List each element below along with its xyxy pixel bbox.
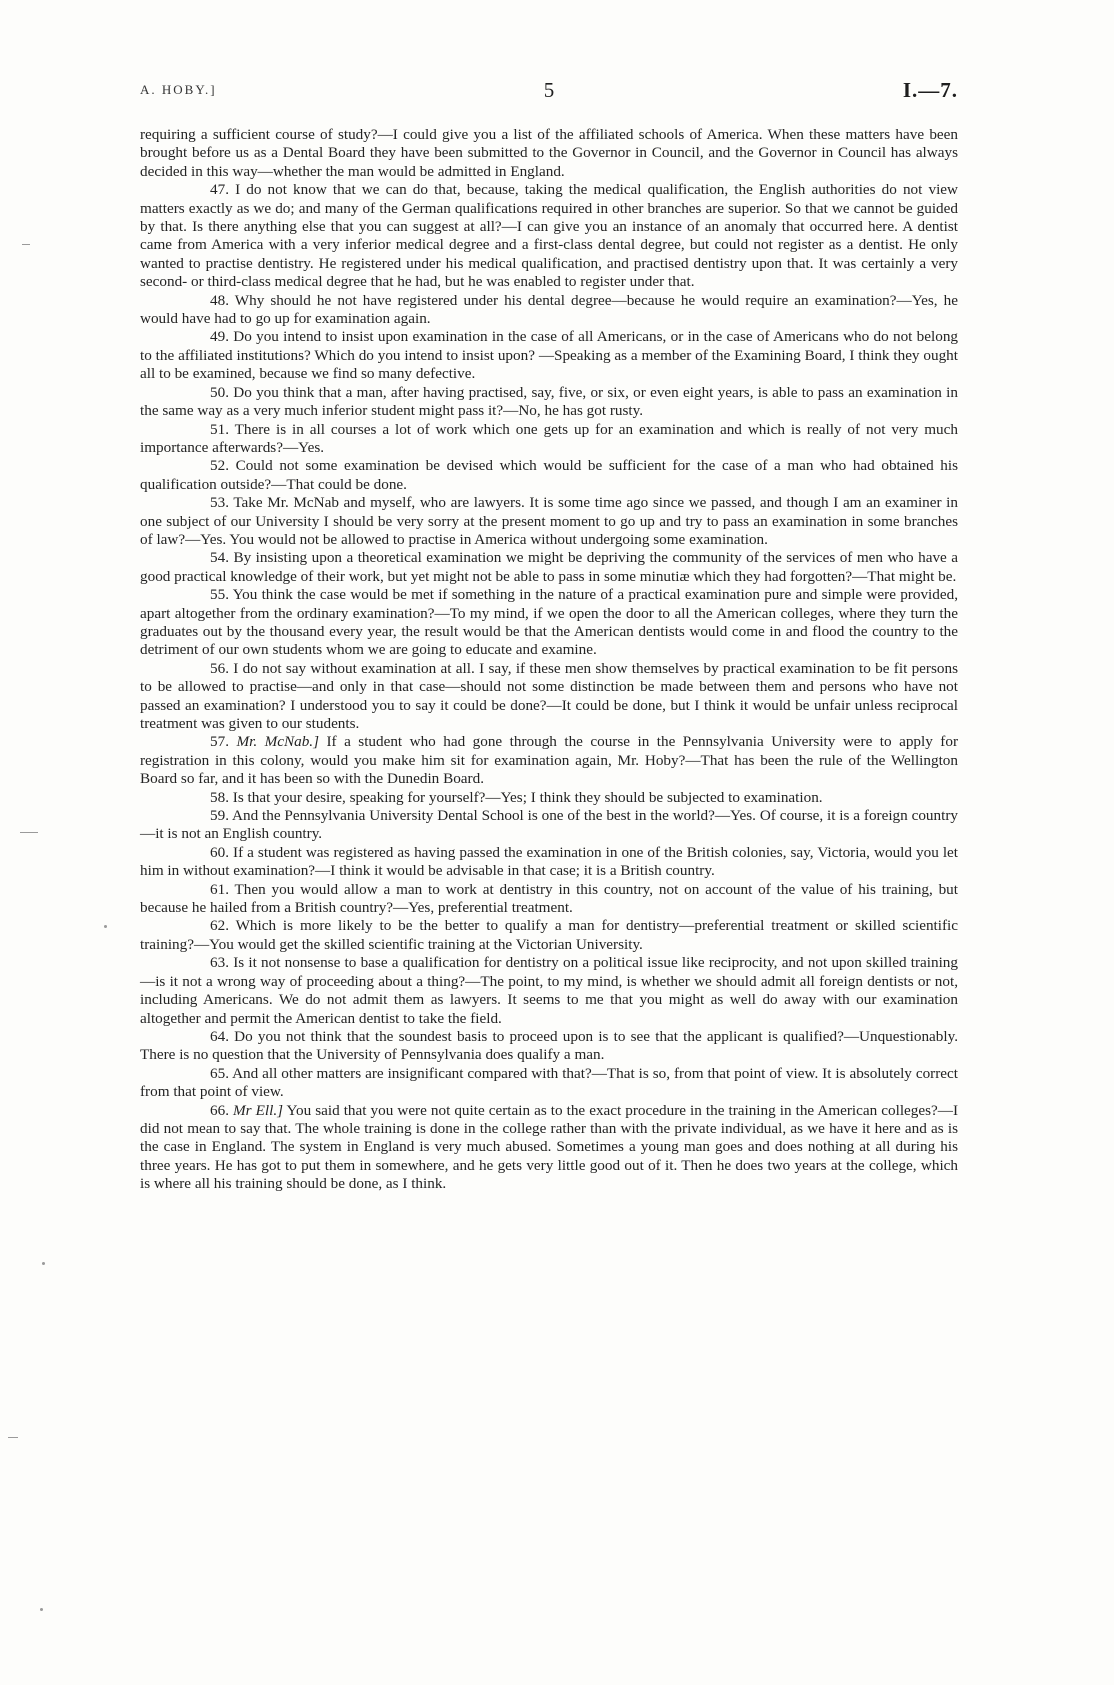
speaker-name: Mr. McNab.] (236, 733, 320, 751)
question-text: If a student who had gone through the course in the Pennsylvania University were to apply for registration in this colony, would you make him sit for examination again, Mr. Hoby?—That has been the rule of the Wellington Board so far, and it has been so with the Dunedin Board. (140, 733, 958, 788)
question-55: 55. You think the case would be met if something in the nature of a practical examination pure and simple were provided, apart altogether from the ordinary examination?—To my mind, if we open the door to all the American colleges, where they turn the graduates out by the thousand every year, the result would be that the American dentists would come in and flood the country to the detriment of our own students whom we are going to educate and examine. (140, 586, 958, 659)
page-header (140, 78, 958, 106)
question-50: 50. Do you think that a man, after having practised, say, five, or six, or even eight years, is able to pass an examination in the same way as a very much inferior student might pass it?—No, he has got rusty. (140, 383, 958, 420)
body-text (140, 126, 958, 1194)
question-54: 54. By insisting upon a theoretical examination we might be depriving the community of the services of men who have a good practical knowledge of their work, but yet might not be able to pass in some minutiæ which they had forgotten?—That might be. (140, 549, 958, 585)
intro-paragraph: requiring a sufficient course of study?—I could give you a list of the affiliated schools of America. When these matters have been brought before us as a Dental Board they have been submitted to the Governor in Council, and the Governor in Council has always decided in this way—whether the man would be admitted in England. (140, 126, 958, 180)
scan-mark (42, 1262, 45, 1265)
question-59: 59. And the Pennsylvania University Dental School is one of the best in the world?—Yes. Of course, it is a foreign country—it is not an English country. (140, 807, 958, 843)
scan-mark (22, 244, 30, 245)
question-48: 48. Why should he not have registered under his dental degree—because he would require an examination?—Yes, he would have had to go up for examination again. (140, 291, 958, 328)
question-60: 60. If a student was registered as having passed the examination in one of the British colonies, say, Victoria, would you let him in without examination?—I think it would be advisable in that case; it is a British country. (140, 843, 958, 880)
question-53: 53. Take Mr. McNab and myself, who are lawyers. It is some time ago since we passed, and though I am an examiner in one subject of our University I should be very sorry at the present moment to go up and try to pass an examination in some branches of law?—Yes. You would not be allowed to practise in America without undergoing some examination. (140, 494, 958, 548)
scan-mark (8, 1437, 18, 1438)
question-number: 66. (210, 1101, 229, 1119)
question-number: 57. (210, 733, 229, 751)
question-57 (140, 733, 958, 788)
question-65: 65. And all other matters are insignificant compared with that?—That is so, from that point of view. It is absolutely correct from that point of view. (140, 1064, 958, 1101)
question-52: 52. Could not some examination be devised which would be sufficient for the case of a man who had obtained his qualification outside?—That could be done. (140, 457, 958, 493)
question-64: 64. Do you not think that the soundest basis to proceed upon is to see that the applicant is qualified?—Unquestionably. There is no question that the University of Pennsylvania does qualify a man. (140, 1027, 958, 1064)
question-61: 61. Then you would allow a man to work at dentistry in this country, not on account of the value of his training, but because he hailed from a British country?—Yes, preferential treatment. (140, 880, 958, 917)
scan-mark (104, 925, 107, 928)
scan-mark (40, 1608, 43, 1611)
question-63: 63. Is it not nonsense to base a qualification for dentistry on a political issue like reciprocity, and not upon skilled training—is it not a wrong way of proceeding about a thing?—The point, to my mind, is whether we should admit all foreign dentists or not, including Americans. We do not admit them as lawyers. It seems to me that you might as well do away with our examination altogether and permit the American dentist to take the field. (140, 954, 958, 1027)
question-58: 58. Is that your desire, speaking for yourself?—Yes; I think they should be subjected to examination. (210, 788, 823, 806)
question-62: 62. Which is more likely to be the better to qualify a man for dentistry—preferential treatment or skilled scientific training?—You would get the skilled scientific training at the Victorian University. (140, 917, 958, 953)
scan-mark (20, 832, 38, 833)
question-51: 51. There is in all courses a lot of work which one gets up for an examination and which is really of not very much importance afterwards?—Yes. (140, 420, 958, 456)
question-47: 47. I do not know that we can do that, because, taking the medical qualification, the English authorities do not view matters exactly as we do; and many of the German qualifications required in other branches are superior. So that we cannot be guided by that. Is there anything else that you can suggest at all?—I can give you an instance of an anomaly that occurred here. A dentist came from America with a very inferior medical degree and a first-class dental degree, but could not register as a dentist. He only wanted to practise dentistry. He registered under his medical qualification, and practised dentistry upon that. It was certainly a very second- or third-class medical degree that he had, but he was enabled to register under that. (140, 181, 958, 291)
running-head: A. HOBY.] (140, 82, 217, 97)
paper-reference: I.—7. (902, 78, 958, 102)
page-number: 5 (543, 78, 555, 102)
question-66 (140, 1102, 958, 1194)
question-text: You said that you were not quite certain as to the exact procedure in the training in the American colleges?—I did not mean to say that. The whole training is done in the college rather than with the private individual, as we have it here and as is the case in England. The system in England is very much abused. Sometimes a young man goes and does nothing at all during his three years. He has got to put them in somewhere, and he gets very little good out of it. Then he does two years at the college, which is where all his training should be done, as I think. (140, 1101, 959, 1193)
question-56: 56. I do not say without examination at all. I say, if these men show themselves by practical examination to be fit persons to be allowed to practise—and only in that case—should not some distinction be made between them and persons who have not passed an examination? I understood you to say it could be done?—It could be done, but I think it would be unfair unless reciprocal treatment was given to our students. (140, 659, 958, 732)
speaker-name: Mr Ell.] (233, 1101, 284, 1119)
question-49: 49. Do you intend to insist upon examination in the case of all Americans, or in the case of Americans who do not belong to the affiliated institutions? Which do you intend to insist upon? —Speaking as a member of the Examining Board, I think they ought all to be examined, because we find so many defective. (140, 328, 958, 383)
